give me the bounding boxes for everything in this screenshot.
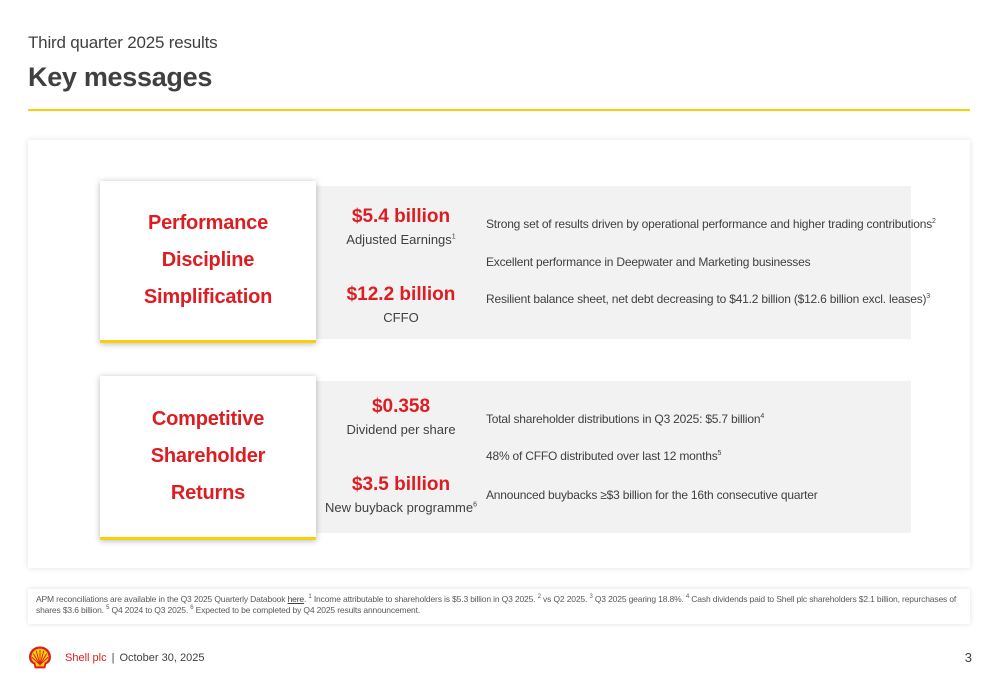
slide-subtitle: Third quarter 2025 results — [28, 33, 218, 52]
theme-label: Discipline — [161, 249, 255, 271]
theme-card-shareholder-returns — [100, 376, 316, 540]
metric-dividend-per-share — [316, 396, 486, 439]
metric-adjusted-earnings — [316, 206, 486, 249]
shell-pecten-icon — [27, 645, 53, 671]
theme-label: Competitive — [151, 408, 265, 430]
footnotes: APM reconciliations are available in the Q3 2025 Quarterly Databook here. $^1$ Income attributable to shareholders is $5.3 billion in Q3 2025. $^2$ vs Q2 2025. $^3$ Q3 2025 gearing 18.8%. $^4$ Cash dividends paid to Shell plc shareholders $2.1 billion, repurchases of shares $3.6 billion. $^5$ Q4 2024 to Q3 2025. $^6$ Expected to be completed by Q4 2025 results announcement. — [28, 589, 970, 624]
metric-label: New buyback programme$^6$ — [324, 500, 478, 515]
theme-label: Shareholder — [150, 445, 266, 467]
footer-text — [65, 652, 204, 664]
metric-buyback-programme — [316, 474, 486, 517]
databook-link[interactable]: here — [287, 594, 304, 604]
metric-value: $5.4 billion — [351, 206, 451, 227]
footer-separator: | — [111, 652, 115, 664]
statement: Strong set of results driven by operational performance and higher trading contributions$^2$ — [486, 217, 936, 231]
statement: Resilient balance sheet, net debt decreasing to $41.2 billion ($12.6 billion excl. leases)$^3$ — [486, 292, 930, 306]
metric-label: CFFO — [383, 310, 419, 325]
slide-title: Key messages — [28, 62, 213, 92]
page-number: 3 — [964, 650, 972, 665]
statement: Announced buybacks ≥$3 billion for the 16th consecutive quarter — [486, 488, 818, 502]
metric-cffo — [316, 284, 486, 327]
theme-label: Simplification — [143, 286, 273, 308]
statement: Total shareholder distributions in Q3 2025: $5.7 billion$^4$ — [486, 412, 765, 426]
theme-label: Returns — [170, 482, 246, 504]
company-name: Shell plc — [65, 652, 107, 664]
metric-value: $3.5 billion — [351, 474, 451, 495]
theme-card-performance — [100, 181, 316, 343]
metric-value: $12.2 billion — [346, 284, 456, 305]
title-divider — [28, 109, 970, 111]
metric-label: Adjusted Earnings$^1$ — [346, 232, 456, 247]
statement: 48% of CFFO distributed over last 12 months$^5$ — [486, 449, 722, 463]
theme-label: Performance — [147, 212, 269, 234]
metric-label: Dividend per share — [346, 422, 456, 437]
statement: Excellent performance in Deepwater and Marketing businesses — [486, 255, 811, 269]
presentation-date: October 30, 2025 — [119, 652, 205, 664]
metric-value: $0.358 — [371, 396, 431, 417]
